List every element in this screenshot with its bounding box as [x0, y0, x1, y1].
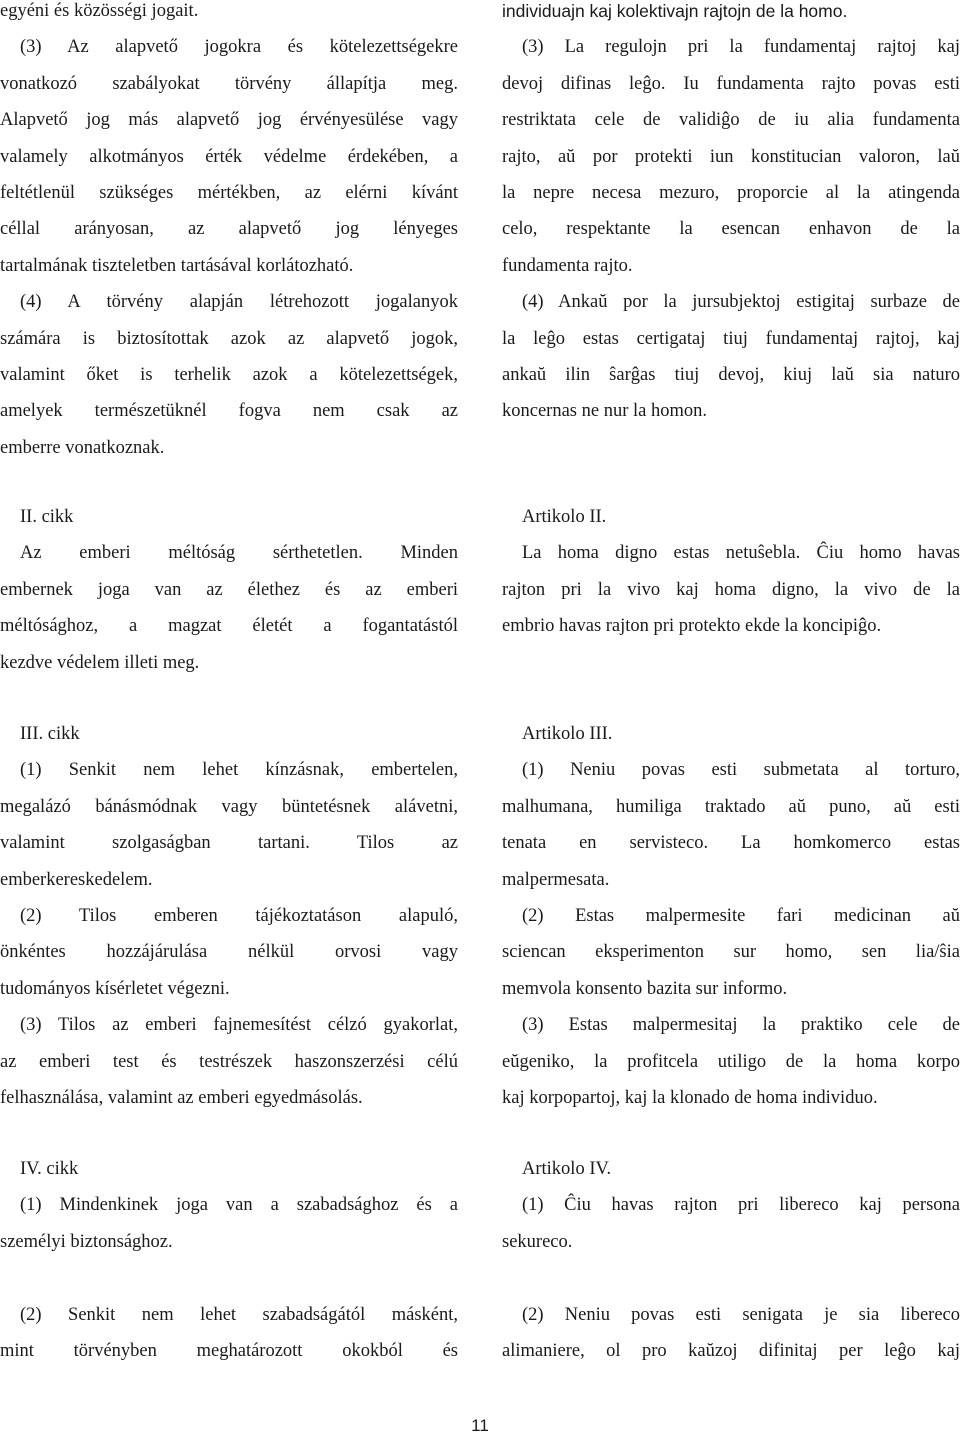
text-line: malpermesata. — [502, 869, 610, 890]
article-heading: Artikolo III. — [522, 724, 613, 744]
text-line: (1) Senkit nem lehet kínzásnak, embertelen, — [20, 760, 458, 781]
text-line: alimaniere, ol pro kaŭzoj difinitaj per leĝo kaj — [502, 1341, 960, 1362]
text-line: mint törvényben meghatározott okokból és — [0, 1341, 458, 1362]
text-line: amelyek természetüknél fogva nem csak az — [0, 401, 458, 422]
eo-article-3 — [502, 716, 960, 1116]
text-line: tudományos kísérletet végezni. — [0, 978, 230, 999]
eo-article-4-para-2 — [502, 1297, 960, 1370]
text-line: (4) Ankaŭ por la jursubjektoj estigitaj surbaze de — [522, 292, 960, 313]
hu-article-4-para-2 — [0, 1297, 458, 1370]
text-line: vonatkozó szabályokat törvény állapítja meg. — [0, 73, 458, 94]
text-line: méltósághoz, a magzat életét a fogantatástól — [0, 616, 458, 637]
eo-article-4 — [502, 1151, 960, 1260]
text-line: ankaŭ ilin ŝarĝas tiuj devoj, kiuj laŭ sia naturo — [502, 364, 960, 385]
text-line: megalázó bánásmódnak vagy büntetésnek alávetni, — [0, 796, 458, 817]
text-line: (1) Mindenkinek joga van a szabadsághoz és a — [20, 1195, 458, 1216]
text-line: eŭgeniko, la profitcela utiligo de la homa korpo — [502, 1051, 960, 1072]
text-line: (2) Estas malpermesite fari medicinan aŭ — [522, 905, 960, 926]
text-line: emberkereskedelem. — [0, 869, 153, 890]
text-line: (2) Tilos emberen tájékoztatáson alapuló, — [20, 905, 458, 926]
text-line: (4) A törvény alapján létrehozott jogalanyok — [20, 292, 458, 313]
text-line: egyéni és közösségi jogait. — [0, 1, 199, 21]
text-line: (3) La regulojn pri la fundamentaj rajtoj kaj — [522, 37, 960, 58]
text-line: fundamenta rajto. — [502, 255, 633, 276]
text-line: (3) Estas malpermesitaj la praktiko cele de — [522, 1015, 960, 1036]
text-line: felhasználása, valamint az emberi egyedmásolás. — [0, 1087, 363, 1108]
text-line: számára is biztosítottak azok az alapvető jogok, — [0, 328, 458, 349]
text-line: restriktata cele de validiĝo de iu alia fundamenta — [502, 110, 960, 131]
text-line: emberre vonatkoznak. — [0, 437, 165, 458]
article-heading: III. cikk — [20, 724, 80, 744]
hu-article-3 — [0, 716, 458, 1116]
text-line: embrio havas rajton pri protekto ekde la koncipiĝo. — [502, 616, 882, 637]
article-heading: Artikolo IV. — [522, 1159, 612, 1179]
text-line: La homa digno estas netuŝebla. Ĉiu homo havas — [522, 543, 960, 564]
hu-article-1-continued — [0, 0, 458, 466]
text-line: individuajn kaj kolektivajn rajtojn de la homo. — [502, 1, 848, 21]
text-line: Alapvető jog más alapvető jog érvényesülése vagy — [0, 110, 458, 131]
eo-article-2 — [502, 499, 960, 645]
text-line: (3) Tilos az emberi fajnemesítést célzó gyakorlat, — [20, 1015, 458, 1036]
text-line: tenata en servisteco. La homkomerco estas — [502, 833, 960, 854]
text-line: sciencan eksperimenton sur homo, sen lia/ŝia — [502, 942, 960, 963]
text-line: la nepre necesa mezuro, proporcie al la atingenda — [502, 182, 960, 203]
article-heading: IV. cikk — [20, 1159, 79, 1179]
eo-article-1-continued — [502, 0, 960, 430]
text-line: tartalmának tiszteletben tartásával korlátozható. — [0, 255, 354, 276]
text-line: rajton pri la vivo kaj homa digno, la vivo de la — [502, 579, 960, 600]
text-line: (1) Neniu povas esti submetata al torturo, — [522, 760, 960, 781]
text-line: rajto, aŭ por protekti iun konstitucian valoron, laŭ — [502, 146, 960, 167]
text-line: valamint őket is terhelik azok a kötelezettségek, — [0, 364, 458, 385]
text-line: malhumana, humiliga traktado aŭ puno, aŭ esti — [502, 796, 960, 817]
text-line: önkéntes hozzájárulása nélkül orvosi vagy — [0, 942, 458, 963]
text-line: embernek joga van az élethez és az emberi — [0, 579, 458, 600]
text-line: feltétlenül szükséges mértékben, az elérni kívánt — [0, 182, 458, 203]
text-line: valamely alkotmányos érték védelme érdekében, a — [0, 146, 458, 167]
text-line: (3) Az alapvető jogokra és kötelezettségekre — [20, 37, 458, 58]
text-line: Az emberi méltóság sérthetetlen. Minden — [20, 543, 458, 564]
text-line: céllal arányosan, az alapvető jog lényeges — [0, 219, 458, 240]
text-line: la leĝo estas certigataj tiuj fundamentaj rajtoj, kaj — [502, 328, 960, 349]
text-line: celo, respektante la esencan enhavon de la — [502, 219, 960, 240]
text-line: kaj korpopartoj, kaj la klonado de homa individuo. — [502, 1087, 878, 1108]
article-heading: Artikolo II. — [522, 507, 607, 527]
text-line: (1) Ĉiu havas rajton pri libereco kaj persona — [522, 1195, 960, 1216]
text-line: devoj difinas leĝo. Iu fundamenta rajto povas esti — [502, 73, 960, 94]
text-line: (2) Neniu povas esti senigata je sia libereco — [522, 1305, 960, 1325]
page-number: 11 — [471, 1416, 489, 1435]
text-line: az emberi test és testrészek haszonszerzési célú — [0, 1051, 458, 1072]
text-line: sekureco. — [502, 1231, 573, 1252]
hu-article-4 — [0, 1151, 458, 1260]
text-line: memvola konsento bazita sur informo. — [502, 978, 788, 999]
hu-article-2 — [0, 499, 458, 681]
text-line: (2) Senkit nem lehet szabadságától másként, — [20, 1305, 458, 1325]
article-heading: II. cikk — [20, 507, 74, 527]
text-line: kezdve védelem illeti meg. — [0, 652, 200, 673]
text-line: valamint szolgaságban tartani. Tilos az — [0, 833, 458, 854]
text-line: személyi biztonsághoz. — [0, 1231, 173, 1252]
text-line: koncernas ne nur la homon. — [502, 401, 707, 422]
